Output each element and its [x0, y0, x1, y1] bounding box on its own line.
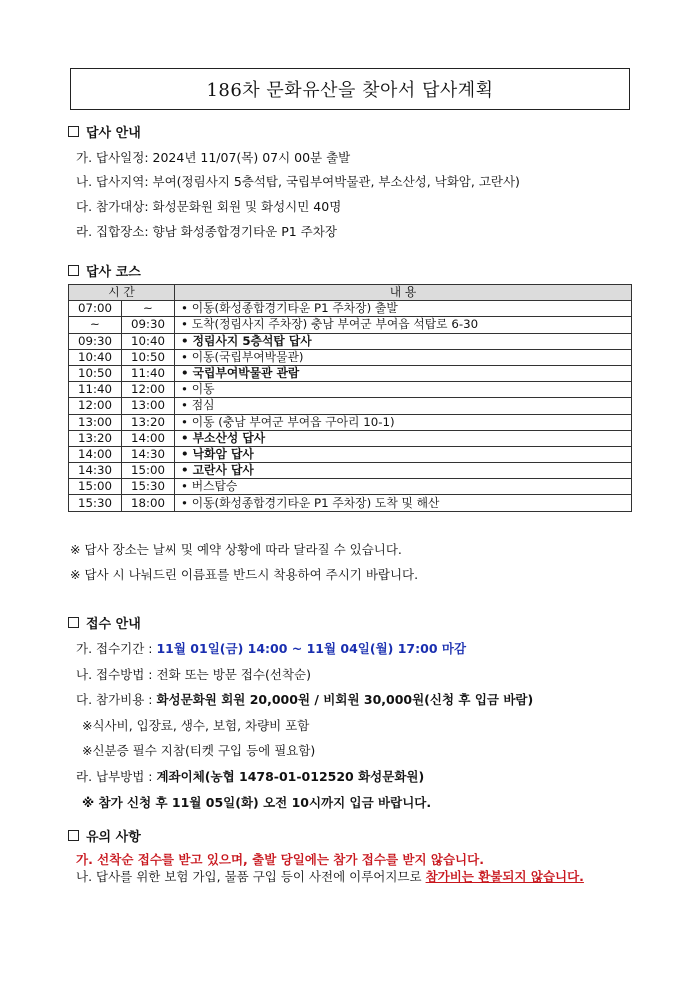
end-time-cell: 13:00 — [122, 398, 175, 414]
course-row — [69, 398, 632, 414]
end-time-cell: 09:30 — [122, 317, 175, 333]
end-time-cell: 18:00 — [122, 495, 175, 511]
course-row — [69, 430, 632, 446]
course-row — [69, 365, 632, 381]
content-cell: • 국립부여박물관 관람 — [175, 365, 632, 381]
content-cell: • 고란사 답사 — [175, 463, 632, 479]
content-cell: • 이동 — [175, 382, 632, 398]
end-time-cell: 11:40 — [122, 365, 175, 381]
content-cell: • 이동(화성종합경기타운 P1 주차장) 도착 및 해산 — [175, 495, 632, 511]
start-time-cell: ~ — [69, 317, 122, 333]
start-time-cell: 14:30 — [69, 463, 122, 479]
course-note: ※ 답사 시 나눠드린 이름표를 반드시 착용하여 주시기 바랍니다. — [70, 567, 419, 582]
table-header-row — [69, 285, 632, 301]
fee-note-id: ※신분증 필수 지참(티켓 구입 등에 필요함) — [82, 743, 316, 758]
course-note: ※ 답사 장소는 날씨 및 예약 상황에 따라 달라질 수 있습니다. — [70, 542, 402, 557]
course-row — [69, 446, 632, 462]
content-cell: • 버스탑승 — [175, 479, 632, 495]
course-table-body — [69, 301, 632, 511]
header-time: 시 간 — [69, 285, 175, 301]
guide-item-schedule: 가. 답사일정: 2024년 11/07(목) 07시 00분 출발 — [76, 150, 351, 165]
notice-item-first-come: 가. 선착순 접수를 받고 있으며, 출발 당일에는 참가 접수를 받지 않습니다. — [76, 852, 484, 867]
start-time-cell: 13:20 — [69, 430, 122, 446]
guide-item-region: 나. 답사지역: 부여(정림사지 5층석탑, 국립부여박물관, 부소산성, 낙화암, 고란사) — [76, 174, 520, 189]
payment-method: 라. 납부방법 : 계좌이체(농협 1478-01-012520 화성문화원) — [76, 769, 425, 784]
start-time-cell: 14:00 — [69, 446, 122, 462]
start-time-cell: 13:00 — [69, 414, 122, 430]
guide-item-participants: 다. 참가대상: 화성문화원 회원 및 화성시민 40명 — [76, 199, 342, 214]
end-time-cell: 14:00 — [122, 430, 175, 446]
notice-item-no-refund: 나. 답사를 위한 보험 가입, 물품 구입 등이 사전에 이루어지므로 참가비는 환불되지 않습니다. — [76, 869, 584, 884]
content-cell: • 부소산성 답사 — [175, 430, 632, 446]
content-cell: • 이동(국립부여박물관) — [175, 349, 632, 365]
course-row — [69, 479, 632, 495]
course-row — [69, 301, 632, 317]
section-heading-registration: 접수 안내 — [68, 613, 141, 632]
start-time-cell: 12:00 — [69, 398, 122, 414]
end-time-cell: ~ — [122, 301, 175, 317]
header-content: 내 용 — [175, 285, 632, 301]
checkbox-square-icon — [68, 617, 79, 628]
course-row — [69, 495, 632, 511]
end-time-cell: 10:40 — [122, 333, 175, 349]
end-time-cell: 13:20 — [122, 414, 175, 430]
course-row — [69, 349, 632, 365]
course-row — [69, 317, 632, 333]
registration-method: 나. 접수방법 : 전화 또는 방문 접수(선착순) — [76, 667, 311, 682]
start-time-cell: 15:30 — [69, 495, 122, 511]
course-row — [69, 382, 632, 398]
start-time-cell: 07:00 — [69, 301, 122, 317]
end-time-cell: 10:50 — [122, 349, 175, 365]
guide-item-meeting-place: 라. 집합장소: 향남 화성종합경기타운 P1 주차장 — [76, 224, 337, 239]
end-time-cell: 15:00 — [122, 463, 175, 479]
registration-period: 가. 접수기간 : 11월 01일(금) 14:00 ~ 11월 04일(월) 17:00 마감 — [76, 641, 467, 656]
end-time-cell: 14:30 — [122, 446, 175, 462]
start-time-cell: 10:50 — [69, 365, 122, 381]
end-time-cell: 12:00 — [122, 382, 175, 398]
checkbox-square-icon — [68, 265, 79, 276]
content-cell: • 낙화암 답사 — [175, 446, 632, 462]
content-cell: • 점심 — [175, 398, 632, 414]
section-heading-course: 답사 코스 — [68, 261, 141, 280]
course-row — [69, 333, 632, 349]
end-time-cell: 15:30 — [122, 479, 175, 495]
registration-fee: 다. 참가비용 : 화성문화원 회원 20,000원 / 비회원 30,000원(신청 후 입금 바람) — [76, 692, 534, 707]
course-row — [69, 414, 632, 430]
course-table — [68, 284, 632, 512]
section-heading-guide: 답사 안내 — [68, 122, 141, 141]
fee-note-included: ※식사비, 입장료, 생수, 보험, 차량비 포함 — [82, 718, 310, 733]
payment-note: ※ 참가 신청 후 11월 05일(화) 오전 10시까지 입금 바랍니다. — [82, 795, 432, 810]
content-cell: • 정림사지 5층석탑 답사 — [175, 333, 632, 349]
start-time-cell: 15:00 — [69, 479, 122, 495]
page-title: 186차 문화유산을 찾아서 답사계획 — [70, 68, 630, 110]
content-cell: • 이동(화성종합경기타운 P1 주차장) 출발 — [175, 301, 632, 317]
section-heading-notice: 유의 사항 — [68, 826, 141, 845]
checkbox-square-icon — [68, 830, 79, 841]
start-time-cell: 10:40 — [69, 349, 122, 365]
course-row — [69, 463, 632, 479]
content-cell: • 도착(정림사지 주차장) 충남 부여군 부여읍 석탑로 6-30 — [175, 317, 632, 333]
start-time-cell: 11:40 — [69, 382, 122, 398]
start-time-cell: 09:30 — [69, 333, 122, 349]
checkbox-square-icon — [68, 126, 79, 137]
content-cell: • 이동 (충남 부여군 부여읍 구아리 10-1) — [175, 414, 632, 430]
